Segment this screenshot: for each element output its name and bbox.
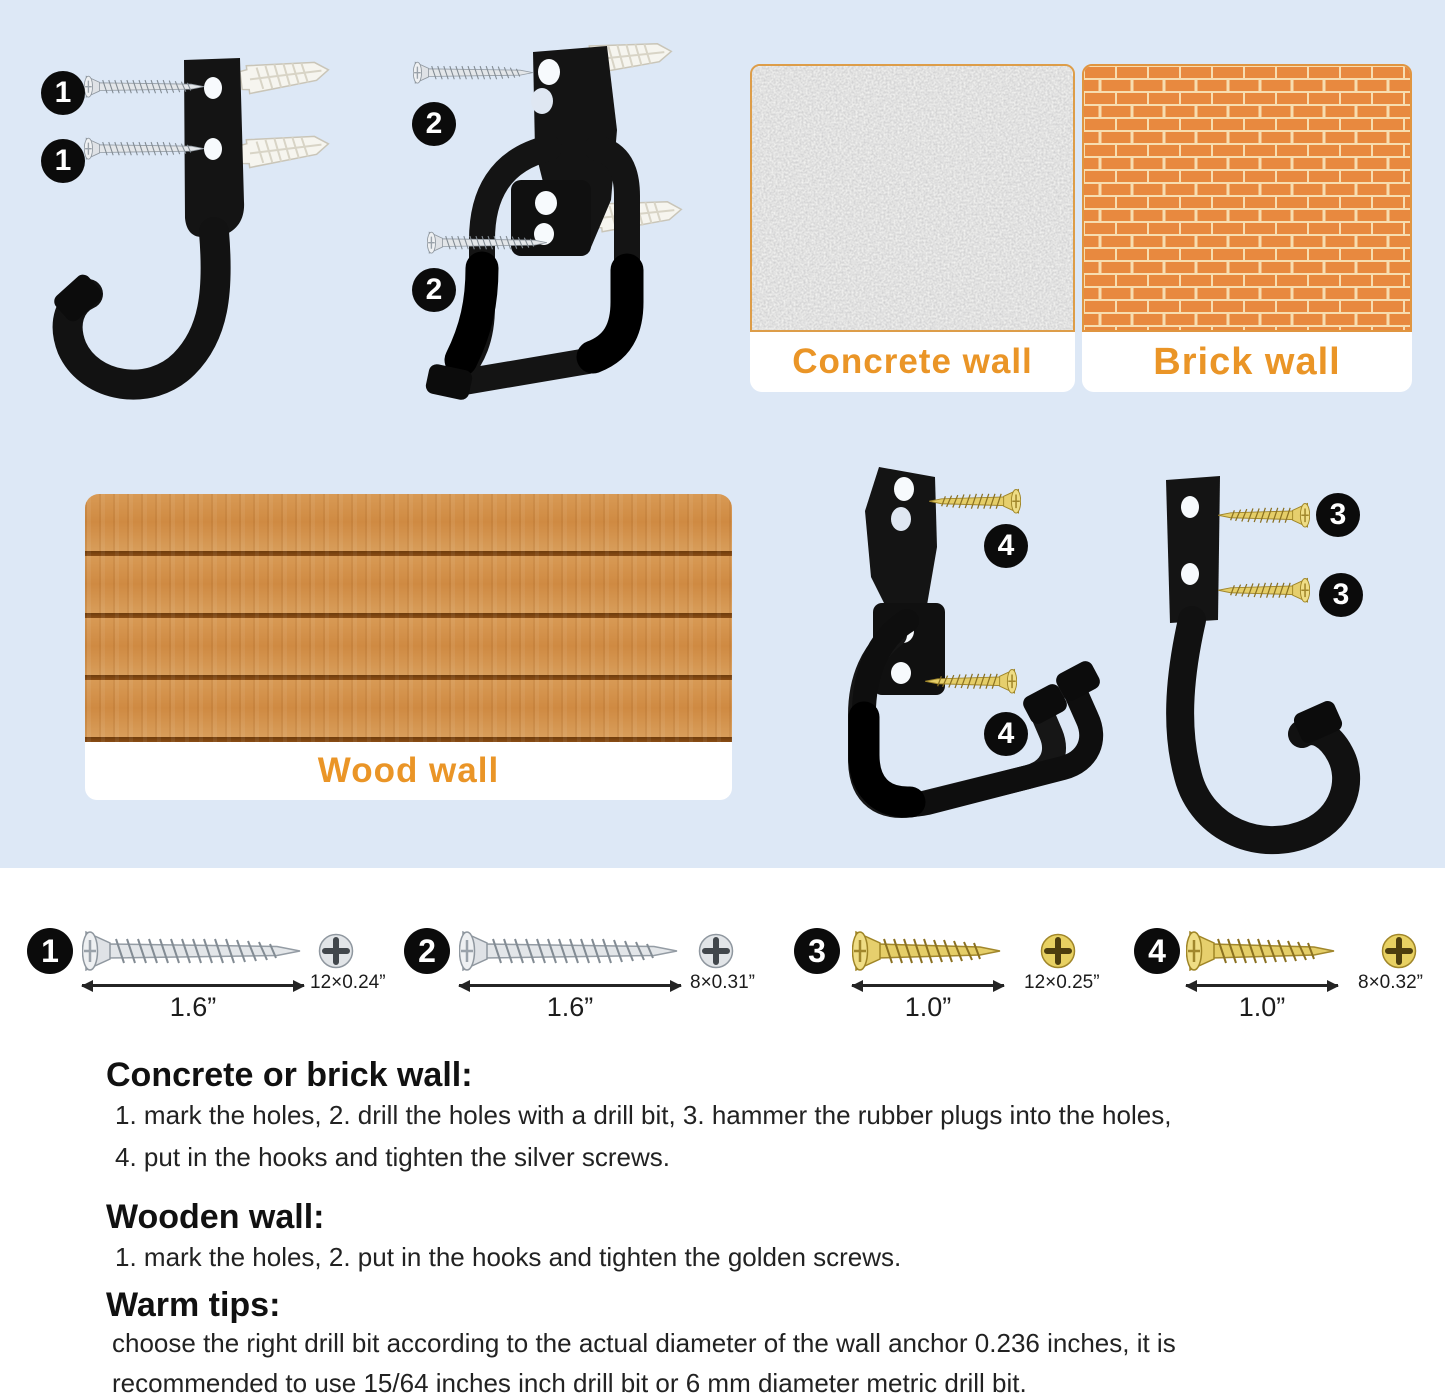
screw-1-spec-label: 12×0.24” bbox=[310, 972, 386, 993]
wooden-instructions-line-1: 1. mark the holes, 2. put in the hooks and tighten the golden screws. bbox=[115, 1242, 902, 1272]
wood-label-strip bbox=[85, 742, 732, 800]
step-badge: 2 bbox=[412, 268, 456, 312]
brick-texture bbox=[1082, 64, 1412, 332]
step-badge: 1 bbox=[41, 71, 85, 115]
wood-wall-label: Wood wall bbox=[317, 751, 500, 790]
brick-wall-label: Brick wall bbox=[1153, 340, 1341, 383]
screw-4-spec-label: 8×0.32” bbox=[1358, 972, 1423, 993]
screw-3-badge: 3 bbox=[794, 928, 840, 974]
step-badge: 4 bbox=[984, 712, 1028, 756]
wall-anchor-icon bbox=[239, 56, 330, 95]
screw-4-length-arrow bbox=[1186, 984, 1338, 987]
screw-1-length-arrow bbox=[82, 984, 304, 987]
screw-1-badge: 1 bbox=[27, 928, 73, 974]
wood-texture bbox=[85, 494, 732, 742]
screw-icon bbox=[413, 62, 533, 83]
warm-tips-heading: Warm tips: bbox=[106, 1286, 281, 1324]
brick-wall-panel bbox=[1082, 64, 1412, 392]
concrete-instructions-line-1: 1. mark the holes, 2. drill the holes with a drill bit, 3. hammer the rubber plugs into the holes, bbox=[115, 1100, 1172, 1130]
screw-4-length-label: 1.0” bbox=[1238, 992, 1286, 1022]
screw-4-head-icon bbox=[1381, 933, 1417, 969]
screw-2-badge: 2 bbox=[404, 928, 450, 974]
concrete-instructions-heading: Concrete or brick wall: bbox=[106, 1056, 473, 1094]
screw-3-head-icon bbox=[1040, 933, 1076, 969]
screw-2-icon bbox=[459, 928, 684, 974]
concrete-label-strip bbox=[750, 332, 1075, 392]
screw-2-head-icon bbox=[698, 933, 734, 969]
screw-3-icon bbox=[852, 928, 1007, 974]
screw-3-spec-label: 12×0.25” bbox=[1024, 972, 1100, 993]
step-badge: 2 bbox=[412, 102, 456, 146]
concrete-instructions-line-2: 4. put in the hooks and tighten the silver screws. bbox=[115, 1142, 670, 1172]
screw-icon bbox=[1218, 503, 1309, 527]
step-badge: 4 bbox=[984, 524, 1028, 568]
u-hook-gold-illustration bbox=[835, 455, 1125, 865]
j-hook-gold-illustration bbox=[1120, 460, 1420, 870]
step-badge: 1 bbox=[41, 139, 85, 183]
screw-icon bbox=[1218, 578, 1309, 602]
screw-3-length-arrow bbox=[852, 984, 1004, 987]
wall-anchor-icon bbox=[239, 130, 330, 169]
warm-tips-line-2: recommended to use 15/64 inches inch drill bit or 6 mm diameter metric drill bit. bbox=[112, 1368, 1027, 1397]
u-hook-silver-illustration bbox=[383, 30, 753, 465]
screw-2-spec-label: 8×0.31” bbox=[690, 972, 755, 993]
screw-icon bbox=[929, 489, 1020, 513]
screw-3-length-label: 1.0” bbox=[904, 992, 952, 1022]
step-badge: 3 bbox=[1316, 493, 1360, 537]
wood-wall-panel bbox=[85, 494, 732, 800]
screw-2-length-label: 1.6” bbox=[546, 992, 594, 1022]
concrete-wall-panel bbox=[750, 64, 1075, 392]
step-badge: 3 bbox=[1319, 573, 1363, 617]
warm-tips-line-1: choose the right drill bit according to the actual diameter of the wall anchor 0.236 inches, it is bbox=[112, 1328, 1176, 1358]
screw-4-badge: 4 bbox=[1134, 928, 1180, 974]
wooden-instructions-heading: Wooden wall: bbox=[106, 1198, 325, 1236]
screw-1-head-icon bbox=[318, 933, 354, 969]
screw-1-icon bbox=[82, 928, 307, 974]
screw-1-length-label: 1.6” bbox=[169, 992, 217, 1022]
concrete-wall-label: Concrete wall bbox=[792, 342, 1033, 381]
brick-label-strip bbox=[1082, 332, 1412, 392]
screw-4-icon bbox=[1186, 928, 1341, 974]
screw-2-length-arrow bbox=[459, 984, 681, 987]
concrete-texture bbox=[750, 64, 1075, 332]
